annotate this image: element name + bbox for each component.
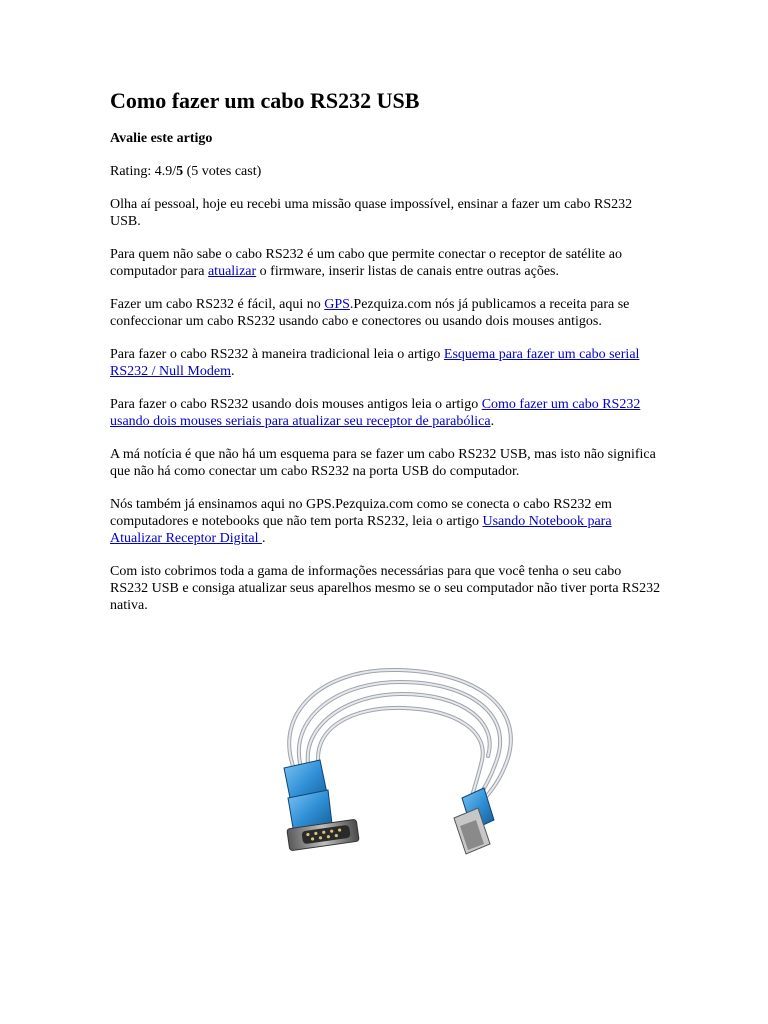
article-body [110, 88, 662, 614]
paragraph-notebook [110, 496, 662, 547]
paragraph-mouses [110, 396, 662, 430]
rating-suffix: (5 votes cast) [183, 164, 262, 179]
paragraph-text: Nós também já ensinamos aqui no GPS.Pezquiza.com como se conecta o cabo RS232 em computadores e notebooks que não tem porta RS232, leia o artigo [110, 497, 612, 529]
paragraph-text: Para quem não sabe o cabo RS232 é um cabo que permite conectar o receptor de satélite ao computador para [110, 247, 622, 279]
rate-article-heading: Avalie este artigo [110, 131, 213, 146]
paragraph-text: . [230, 364, 235, 379]
link-notebook-article[interactable]: Usando Notebook para Atualizar Receptor Digital [110, 514, 612, 546]
paragraph-easy [110, 296, 662, 330]
db9-connector [284, 760, 359, 851]
usb-connector [454, 788, 494, 854]
paragraph-text: Para fazer o cabo RS232 usando dois mouses antigos leia o artigo [110, 397, 482, 412]
paragraph-traditional [110, 346, 662, 380]
paragraph-bad-news: A má notícia é que não há um esquema para se fazer um cabo RS232 USB, mas isto não significa que não há como conectar um cabo RS232 na porta USB do computador. [110, 447, 656, 479]
paragraph-text: .Pezquiza.com nós já publicamos a receita para se confeccionar um cabo RS232 usando cabo e conectores ou usando dois mouses antigos. [110, 297, 630, 329]
link-null-modem-article[interactable]: Esquema para fazer um cabo serial RS232 / Null Modem [110, 347, 640, 379]
link-atualizar[interactable]: atualizar [207, 264, 257, 279]
cable-illustration [258, 648, 528, 868]
usb-serial-cable-photo [258, 648, 528, 868]
paragraph-text: Para fazer o cabo RS232 à maneira tradicional leia o artigo [110, 347, 444, 362]
paragraph-text: o firmware, inserir listas de canais entre outras ações. [256, 264, 559, 279]
paragraph-conclusion: Com isto cobrimos toda a gama de informações necessárias para que você tenha o seu cabo RS232 USB e consiga atualizar seus aparelhos mesmo se o seu computador não tiver porta RS232 nativa. [110, 564, 661, 613]
paragraph-definition [110, 246, 662, 280]
link-gps[interactable]: GPS [324, 297, 350, 312]
rating-prefix: Rating: 4.9/ [110, 164, 177, 179]
article-title: Como fazer um cabo RS232 USB [110, 88, 420, 113]
rating-max: 5 [176, 164, 184, 179]
paragraph-intro: Olha aí pessoal, hoje eu recebi uma missão quase impossível, ensinar a fazer um cabo RS232 USB. [110, 197, 633, 229]
link-mouses-article[interactable]: Como fazer um cabo RS232 usando dois mouses seriais para atualizar seu receptor de parabólica [110, 397, 641, 429]
paragraph-text: Fazer um cabo RS232 é fácil, aqui no [110, 297, 325, 312]
rating-line [110, 163, 662, 180]
paragraph-text: . [490, 414, 495, 429]
paragraph-text: . [262, 531, 266, 546]
